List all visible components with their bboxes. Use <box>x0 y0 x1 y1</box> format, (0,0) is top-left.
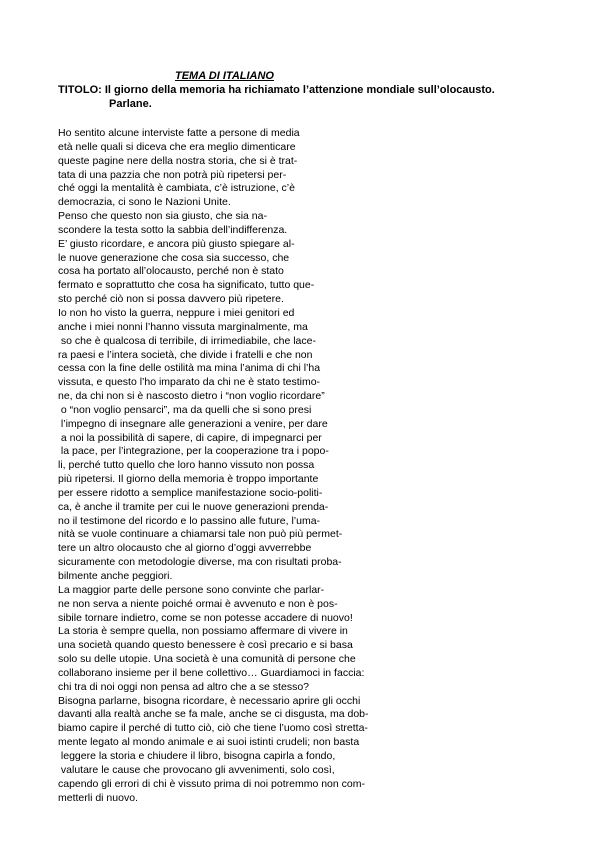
body-line: collaborano insieme per il bene collettivo… Guardiamoci in faccia: <box>58 666 365 679</box>
body-line: Ho sentito alcune interviste fatte a persone di media <box>58 127 300 139</box>
body-line: l’impegno di insegnare alle generazioni a venire, per dare <box>58 417 328 430</box>
body-line: E’ giusto ricordare, e ancora più giusto spiegare al- <box>58 237 295 250</box>
body-line: so che è qualcosa di terribile, di irrimediabile, che lace- <box>58 334 316 347</box>
body-line: Bisogna parlarne, bisogna ricordare, è necessario aprire gli occhi <box>58 694 361 707</box>
body-line: o “non voglio pensarci”, ma da quelli che si sono presi <box>58 403 312 416</box>
body-line: sto perché ciò non si possa davvero più ripetere. <box>58 293 284 306</box>
body-line: nità se vuole continuare a chiamarsi tale non può più permet- <box>58 528 343 541</box>
body-line: più ripetersi. Il giorno della memoria è troppo importante <box>58 473 319 486</box>
assignment-title <box>58 84 495 111</box>
body-line: valutare le cause che provocano gli avvenimenti, solo così, <box>58 763 335 776</box>
body-line: le nuove generazione che cosa sia successo, che <box>58 251 290 264</box>
body-line: la pace, per l’integrazione, per la cooperazione tra i popo- <box>58 445 329 458</box>
body-line: anche i miei nonni l’hanno vissuta marginalmente, ma <box>58 320 308 333</box>
body-line: capendo gli errori di chi è vissuto prima di noi potremmo non com- <box>58 777 365 790</box>
body-line: Io non ho visto la guerra, neppure i miei genitori ed <box>58 306 295 319</box>
body-line: democrazia, ci sono le Nazioni Unite. <box>58 196 231 209</box>
body-line: no il testimone del ricordo e lo passino alle future, l’uma- <box>58 514 321 527</box>
title-line-1: TITOLO: Il giorno della memoria ha richiamato l’attenzione mondiale sull’olocausto. <box>58 84 495 96</box>
body-line: scondere la testa sotto la sabbia dell’indifferenza. <box>58 223 288 236</box>
body-line: leggere la storia e chiudere il libro, bisogna capirla a fondo, <box>58 749 336 762</box>
body-line: ne, da chi non si è nascosto dietro i “non voglio ricordare” <box>58 390 325 403</box>
body-line: queste pagine nere della nostra storia, che si è trat- <box>58 154 298 167</box>
body-line: li, perché tutto quello che loro hanno vissuto non possa <box>58 459 315 472</box>
body-line: La maggior parte delle persone sono convinte che parlar- <box>58 583 325 596</box>
body-line: Penso che questo non sia giusto, che sia na- <box>58 210 267 223</box>
body-line: ché oggi la mentalità è cambiata, c’è istruzione, c’è <box>58 182 295 195</box>
body-line: sibile tornare indietro, come se non potesse accadere di nuovo! <box>58 611 353 624</box>
body-line: per essere ridotto a semplice manifestazione socio-politi- <box>58 486 323 499</box>
body-line: solo su delle utopie. Una società è una comunità di persone che <box>58 653 356 666</box>
body-line: a noi la possibilità di sapere, di capire, di impegnarci per <box>58 431 322 444</box>
body-line: tata di una pazzia che non potrà più ripetersi per- <box>58 168 287 181</box>
document-heading: TEMA DI ITALIANO <box>175 70 274 82</box>
body-line: bilmente anche peggiori. <box>58 570 173 582</box>
body-line: biamo capire il perché di tutto ciò, ciò che tiene l’uomo così stretta- <box>58 722 368 735</box>
body-line: davanti alla realtà anche se fa male, anche se ci disgusta, ma dob- <box>58 708 369 721</box>
title-line-2: Parlane. <box>109 97 152 110</box>
body-line: cosa ha portato all’olocausto, perché non è stato <box>58 265 284 278</box>
body-line: mente legato al mondo animale e ai suoi istinti crudeli; non basta <box>58 736 360 749</box>
body-line: fermato e soprattutto che cosa ha significato, tutto que- <box>58 279 315 292</box>
body-line: ca, è anche il tramite per cui le nuove generazioni prenda- <box>58 500 329 513</box>
body-line: metterli di nuovo. <box>58 791 138 804</box>
body-line: ra paesi e l’intera società, che divide i fratelli e che non <box>58 348 313 361</box>
body-line: sicuramente con metodologie diverse, ma con risultati proba- <box>58 556 342 569</box>
essay-body <box>58 127 408 805</box>
body-line: La storia è sempre quella, non possiamo affermare di vivere in <box>58 625 348 638</box>
body-line: ne non serva a niente poiché ormai è avvenuto e non è pos- <box>58 597 338 610</box>
body-line: vissuta, e questo l’ho imparato da chi ne è stato testimo- <box>58 376 321 389</box>
body-line: età nelle quali si diceva che era meglio dimenticare <box>58 140 296 153</box>
body-line: tere un altro olocausto che al giorno d’oggi avverrebbe <box>58 542 312 555</box>
body-line: cessa con la fine delle ostilità ma mina l’anima di chi l’ha <box>58 362 321 375</box>
body-line: chi tra di noi oggi non pensa ad altro che a se stesso? <box>58 680 309 693</box>
body-line: una società quando questo benessere è così precario e si basa <box>58 639 353 652</box>
